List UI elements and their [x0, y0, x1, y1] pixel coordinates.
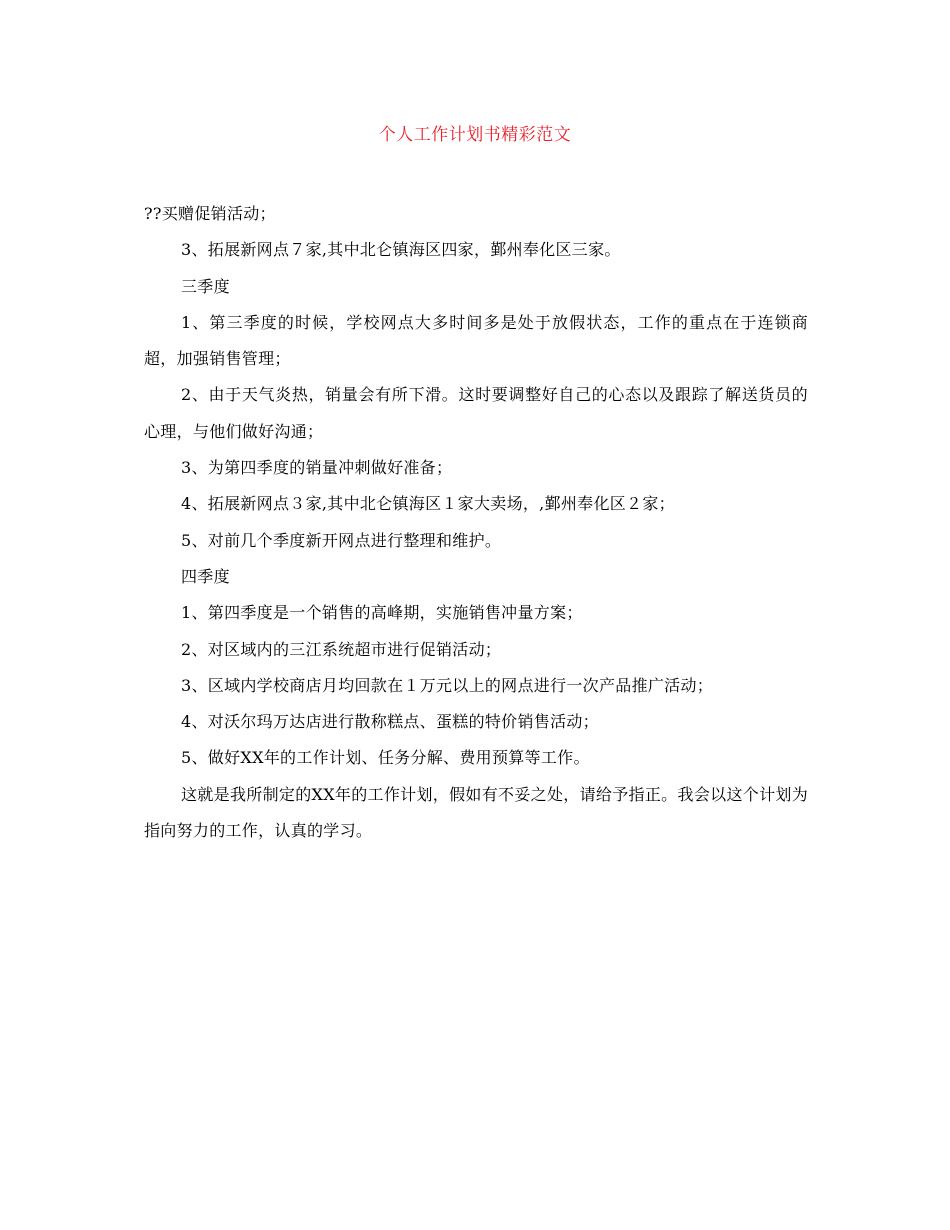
paragraph-q2-item-3: 3、拓展新网点７家,其中北仑镇海区四家，鄞州奉化区三家。: [181, 240, 621, 260]
section-heading-q3: 三季度: [181, 276, 230, 296]
paragraph-q3-item-3: 3、为第四季度的销量冲刺做好准备；: [181, 458, 453, 478]
paragraph-q3-item-2: 2、由于天气炎热，销量会有所下滑。这时要调整好自己的心态以及跟踪了解送货员的心理，与他们做好沟通；: [144, 385, 808, 441]
section-heading-q4: 四季度: [181, 566, 230, 586]
paragraph-q3-item-5: 5、对前几个季度新开网点进行整理和维护。: [181, 530, 502, 550]
paragraph-q3-item-1: 1、第三季度的时候，学校网点大多时间多是处于放假状态，工作的重点在于连锁商超，加强销售管理；: [144, 312, 808, 369]
paragraph-q4-item-1: 1、第四季度是一个销售的高峰期，实施销售冲量方案；: [181, 603, 583, 623]
paragraph-q4-item-3: 3、区域内学校商店月均回款在１万元以上的网点进行一次产品推广活动；: [181, 675, 714, 695]
document-body: [144, 196, 808, 849]
paragraph-promo-continuation: ??买赠促销活动；: [144, 204, 276, 223]
paragraph-q4-item-2: 2、对区域内的三江系统超市进行促销活动；: [181, 639, 502, 659]
paragraph-q4-item-5: 5、做好XX年的工作计划、任务分解、费用预算等工作。: [181, 748, 590, 768]
paragraph-q4-item-4: 4、对沃尔玛万达店进行散称糕点、蛋糕的特价销售活动；: [181, 712, 599, 732]
paragraph-conclusion: 这就是我所制定的XX年的工作计划，假如有不妥之处，请给予指正。我会以这个计划为指向努力的工作，认真的学习。: [144, 784, 808, 841]
document-title: 个人工作计划书精彩范文: [378, 125, 572, 145]
paragraph-q3-item-4: 4、拓展新网点３家,其中北仑镇海区１家大卖场，,鄞州奉化区２家；: [181, 494, 675, 514]
